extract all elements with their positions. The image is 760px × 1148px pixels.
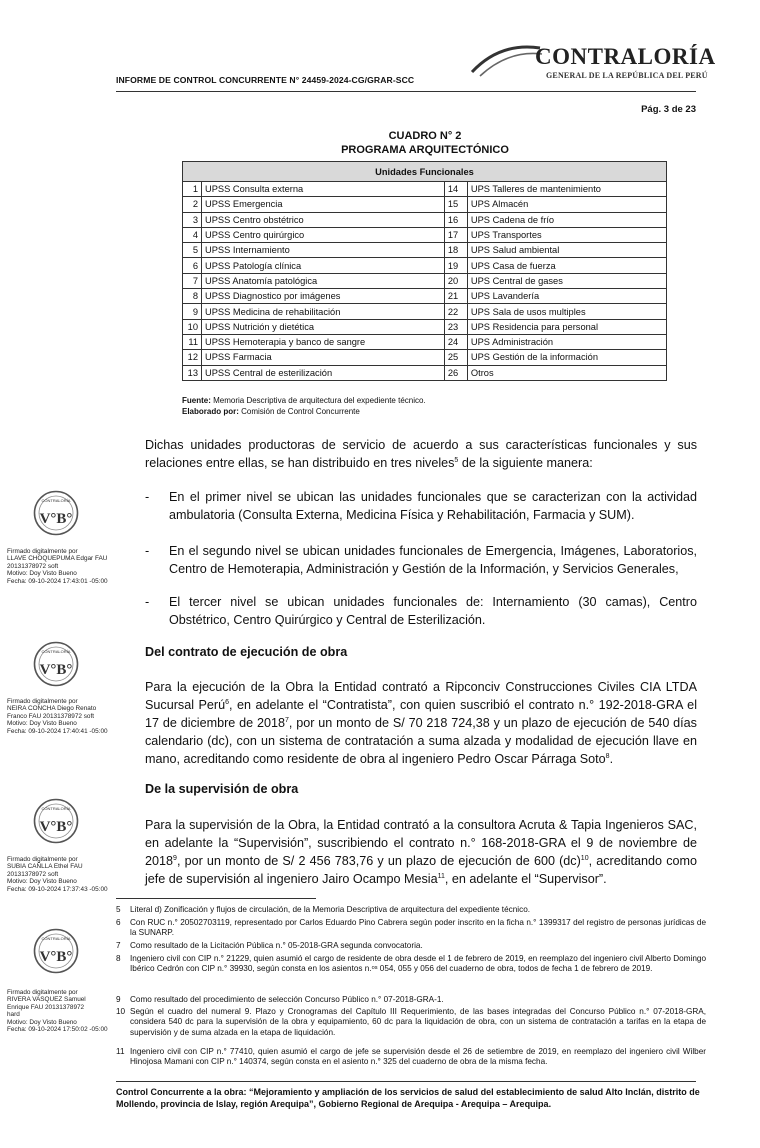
- unit-name-cell: UPS Gestión de la información: [467, 350, 666, 365]
- contraloria-logo: [470, 42, 718, 92]
- signature-line: Firmado digitalmente por: [7, 548, 78, 555]
- unit-number-cell: 21: [444, 289, 467, 304]
- signature-line: Motivo: Doy Visto Bueno: [7, 570, 77, 578]
- svg-text:V°B°: V°B°: [39, 949, 73, 965]
- footnote-text: Con RUC n.° 20502703119, representado por Carlos Eduardo Pino Cabrera según poder inscrito en la ficha n.° 1399317 del registro de personas jurídicas de la SUNARP.: [130, 918, 706, 938]
- signature-line: Motivo: Doy Visto Bueno: [7, 878, 77, 886]
- footnote-text: Literal d) Zonificación y flujos de circulación, de la Memoria Descriptiva de arquitectura del expediente técnico.: [130, 905, 531, 914]
- intro-paragraph: Dichas unidades productoras de servicio de acuerdo a sus características funcionales y sus relaciones entre ellas, se han distribuido en tres niveles$^5$ de la siguiente manera:: [145, 438, 697, 470]
- unit-name-cell: UPS Cadena de frío: [467, 212, 666, 227]
- section-title-supervision: De la supervisión de obra: [145, 782, 299, 796]
- unit-name-cell: UPS Talleres de mantenimiento: [467, 182, 666, 197]
- unit-number-cell: 5: [183, 243, 202, 258]
- svg-text:CONTRALORÍA: CONTRALORÍA: [41, 806, 71, 811]
- programa-arquitectonico-table: [182, 161, 667, 381]
- unit-number-cell: 3: [183, 212, 202, 227]
- unit-number-cell: 20: [444, 273, 467, 288]
- footnote-number: 11: [116, 1047, 125, 1056]
- footer-divider: [116, 1081, 696, 1082]
- signature-line: Firmado digitalmente por: [7, 698, 78, 705]
- unit-number-cell: 18: [444, 243, 467, 258]
- unit-number-cell: 6: [183, 258, 202, 273]
- footnote-text: Ingeniero civil con CIP n.° 21229, quien asumió el cargo de residente de obra desde el 1 de febrero de 2019, en reemplazo del ingeniero civil Alberto Domingo Ibérico Cedrón con CIP n.° 39930, según consta en los asientos n.ᵒˢ 054, 055 y 056 del cuaderno de obra, todos de fecha 1 de febrero de 2019.: [130, 954, 706, 974]
- unit-name-cell: UPS Sala de usos multiples: [467, 304, 666, 319]
- unit-number-cell: 17: [444, 227, 467, 242]
- signature-line: Motivo: Doy Visto Bueno: [7, 720, 77, 728]
- digital-signature-text: [7, 989, 108, 1033]
- page-number: Pág. 3 de 23: [641, 104, 696, 115]
- signature-line: Firmado digitalmente por: [7, 989, 78, 996]
- signature-line: Fecha: 09-10-2024 17:50:02 -05:00: [7, 1026, 108, 1034]
- unit-number-cell: 14: [444, 182, 467, 197]
- footnote-text: Según el cuadro del numeral 9. Plazo y Cronogramas del Capítulo III Requerimiento, de las bases integradas del Concurso Público n.° 07-2018-GRA, considera 540 dc para la supervisión de la obra y equipamiento, 60 dc para la liquidación de obra, con un sistema de contratación a tarifas en la etapa de supervisión y de suma alzada en la etapa de liquidación.: [130, 1007, 706, 1037]
- vobo-stamp-icon: [33, 928, 79, 974]
- unit-number-cell: 10: [183, 319, 202, 334]
- unit-name-cell: UPS Casa de fuerza: [467, 258, 666, 273]
- svg-text:CONTRALORÍA: CONTRALORÍA: [41, 936, 71, 941]
- unit-name-cell: UPSS Consulta externa: [202, 182, 445, 197]
- unit-number-cell: 19: [444, 258, 467, 273]
- logo-name: CONTRALORÍA: [535, 44, 716, 69]
- unit-number-cell: 4: [183, 227, 202, 242]
- footnote-number: 9: [116, 995, 121, 1004]
- table-subcaption: PROGRAMA ARQUITECTÓNICO: [341, 144, 509, 156]
- svg-text:CONTRALORÍA: CONTRALORÍA: [41, 498, 71, 503]
- unit-name-cell: UPS Salud ambiental: [467, 243, 666, 258]
- table-elaborated-by: Elaborado por: Comisión de Control Concurrente: [182, 407, 360, 416]
- footnote-number: 6: [116, 918, 121, 927]
- signature-line: hard: [7, 1011, 20, 1019]
- svg-text:V°B°: V°B°: [39, 511, 73, 527]
- section-title-contrato: Del contrato de ejecución de obra: [145, 645, 348, 659]
- table-row: [183, 319, 667, 334]
- signature-line: Franco FAU 20131378972 soft: [7, 712, 95, 720]
- footer-text: Control Concurrente a la obra: “Mejoramiento y ampliación de los servicios de salud del establecimiento de salud Alto Inclán, distrito de Mollendo, provincia de Islay, región Arequipa”, Gobierno Regional de Arequipa - Arequipa – Arequipa.: [116, 1087, 700, 1109]
- table-source: Fuente: Memoria Descriptiva de arquitectura del expediente técnico.: [182, 396, 426, 405]
- unit-name-cell: UPSS Diagnostico por imágenes: [202, 289, 445, 304]
- logo-subtitle: GENERAL DE LA REPÚBLICA DEL PERÚ: [546, 71, 708, 80]
- unit-number-cell: 12: [183, 350, 202, 365]
- table-row: [183, 350, 667, 365]
- unit-number-cell: 15: [444, 197, 467, 212]
- unit-name-cell: UPS Transportes: [467, 227, 666, 242]
- signature-line: 20131378972 soft: [7, 870, 59, 878]
- unit-name-cell: UPS Central de gases: [467, 273, 666, 288]
- signature-line: Motivo: Doy Visto Bueno: [7, 1018, 77, 1026]
- vobo-stamp-icon: [33, 798, 79, 844]
- table-row: [183, 258, 667, 273]
- unit-number-cell: 22: [444, 304, 467, 319]
- digital-signature-text: [7, 856, 108, 893]
- unit-name-cell: UPSS Patología clínica: [202, 258, 445, 273]
- supervision-paragraph: Para la supervisión de la Obra, la Entidad contrató a la consultora Acruta & Tapia Ingenieros SAC, en adelante la “Supervisión”, suscribiendo el contrato n.° 168-2018-GRA el 9 de noviembre de 2018$^9$, por un monto de S/ 2 456 783,76 y un plazo de ejecución de 600 (dc)$^{10}$, acreditando como jefe de supervisión al ingeniero Jairo Ocampo Mesia$^{11}$, en adelante el “Supervisor”.: [145, 818, 697, 886]
- footnote-number: 8: [116, 954, 121, 963]
- unit-name-cell: UPSS Medicina de rehabilitación: [202, 304, 445, 319]
- table-header: Unidades Funcionales: [183, 162, 667, 182]
- table-row: [183, 197, 667, 212]
- unit-name-cell: UPSS Anatomía patológica: [202, 273, 445, 288]
- unit-name-cell: Otros: [467, 365, 666, 380]
- signature-line: NEIRA CONCHA Diego Renato: [7, 705, 97, 713]
- unit-name-cell: UPS Almacén: [467, 197, 666, 212]
- signature-line: Enrique FAU 20131378972: [7, 1003, 85, 1011]
- signature-line: Fecha: 09-10-2024 17:37:43 -05:00: [7, 885, 108, 893]
- digital-signature-text: [7, 548, 108, 585]
- footnote-divider: [116, 898, 316, 899]
- signature-line: RIVERA VASQUEZ Samuel: [7, 996, 86, 1004]
- unit-number-cell: 2: [183, 197, 202, 212]
- unit-number-cell: 7: [183, 273, 202, 288]
- table-row: [183, 273, 667, 288]
- unit-number-cell: 9: [183, 304, 202, 319]
- unit-name-cell: UPS Administración: [467, 334, 666, 349]
- svg-text:CONTRALORÍA: CONTRALORÍA: [41, 649, 71, 654]
- unit-number-cell: 26: [444, 365, 467, 380]
- footnote-number: 5: [116, 905, 121, 914]
- footnote-text: Como resultado de la Licitación Pública n.° 05-2018-GRA segunda convocatoria.: [130, 941, 423, 950]
- table-row: [183, 243, 667, 258]
- unit-number-cell: 25: [444, 350, 467, 365]
- unit-name-cell: UPSS Hemoterapia y banco de sangre: [202, 334, 445, 349]
- table-row: [183, 334, 667, 349]
- unit-name-cell: UPSS Nutrición y dietética: [202, 319, 445, 334]
- unit-name-cell: UPSS Farmacia: [202, 350, 445, 365]
- signature-line: 20131378972 soft: [7, 562, 59, 570]
- svg-text:V°B°: V°B°: [39, 819, 73, 835]
- footnote-text: Ingeniero civil con CIP n.° 77410, quien asumió el cargo de jefe se supervisión desde el 26 de setiembre de 2019, en reemplazo del ingeniero civil Wilber Hinojosa Mamani con CIP n.° 140374, según consta en el asiento n.° 325 del cuaderno de obra de la misma fecha.: [130, 1047, 706, 1067]
- vobo-stamp-icon: [33, 490, 79, 536]
- unit-name-cell: UPSS Internamiento: [202, 243, 445, 258]
- signature-line: Firmado digitalmente por: [7, 856, 78, 863]
- table-row: [183, 365, 667, 380]
- unit-name-cell: UPSS Emergencia: [202, 197, 445, 212]
- signature-line: LLAVE CHOQUEPUMA Edgar FAU: [7, 555, 108, 563]
- unit-name-cell: UPSS Centro quirúrgico: [202, 227, 445, 242]
- unit-name-cell: UPSS Centro obstétrico: [202, 212, 445, 227]
- footnote-number: 7: [116, 941, 121, 950]
- footnote-number: 10: [116, 1007, 126, 1016]
- table-caption: CUADRO N° 2: [388, 130, 462, 142]
- table-row: [183, 212, 667, 227]
- unit-number-cell: 23: [444, 319, 467, 334]
- header-divider: [116, 91, 696, 92]
- table-row: [183, 289, 667, 304]
- contrato-paragraph: Para la ejecución de la Obra la Entidad contrató a Ripconciv Construcciones Civiles CIA LTDA Sucursal Perú$^6$, en adelante el “Contratista”, con quien suscribió el contrato n.° 192-2018-GRA el 17 de diciembre de 2018$^7$, por un monto de S/ 70 218 724,38 y un plazo de ejecución de 540 días calendario (dc), con un sistema de contratación a suma alzada y modalidad de ejecución llave en mano, acreditando como residente de obra al ingeniero Pedro Oscar Párraga Soto$^8$.: [145, 680, 697, 766]
- signature-line: SUBIA CAÑLLA Ethel FAU: [7, 863, 83, 871]
- vobo-stamp-icon: [33, 641, 79, 687]
- unit-number-cell: 13: [183, 365, 202, 380]
- digital-signature-text: [7, 698, 108, 735]
- unit-name-cell: UPSS Central de esterilización: [202, 365, 445, 380]
- footnote-text: Como resultado del procedimiento de selección Concurso Público n.° 07-2018-GRA-1.: [130, 995, 444, 1004]
- unit-number-cell: 1: [183, 182, 202, 197]
- table-row: [183, 304, 667, 319]
- signature-line: Fecha: 09-10-2024 17:43:01 -05:00: [7, 577, 108, 585]
- table-row: [183, 227, 667, 242]
- svg-text:V°B°: V°B°: [39, 662, 73, 678]
- unit-number-cell: 8: [183, 289, 202, 304]
- table-row: [183, 182, 667, 197]
- unit-number-cell: 11: [183, 334, 202, 349]
- unit-number-cell: 24: [444, 334, 467, 349]
- unit-name-cell: UPS Residencia para personal: [467, 319, 666, 334]
- signature-line: Fecha: 09-10-2024 17:40:41 -05:00: [7, 727, 108, 735]
- unit-number-cell: 16: [444, 212, 467, 227]
- report-title: INFORME DE CONTROL CONCURRENTE N° 24459-2024-CG/GRAR-SCC: [116, 75, 415, 85]
- unit-name-cell: UPS Lavandería: [467, 289, 666, 304]
